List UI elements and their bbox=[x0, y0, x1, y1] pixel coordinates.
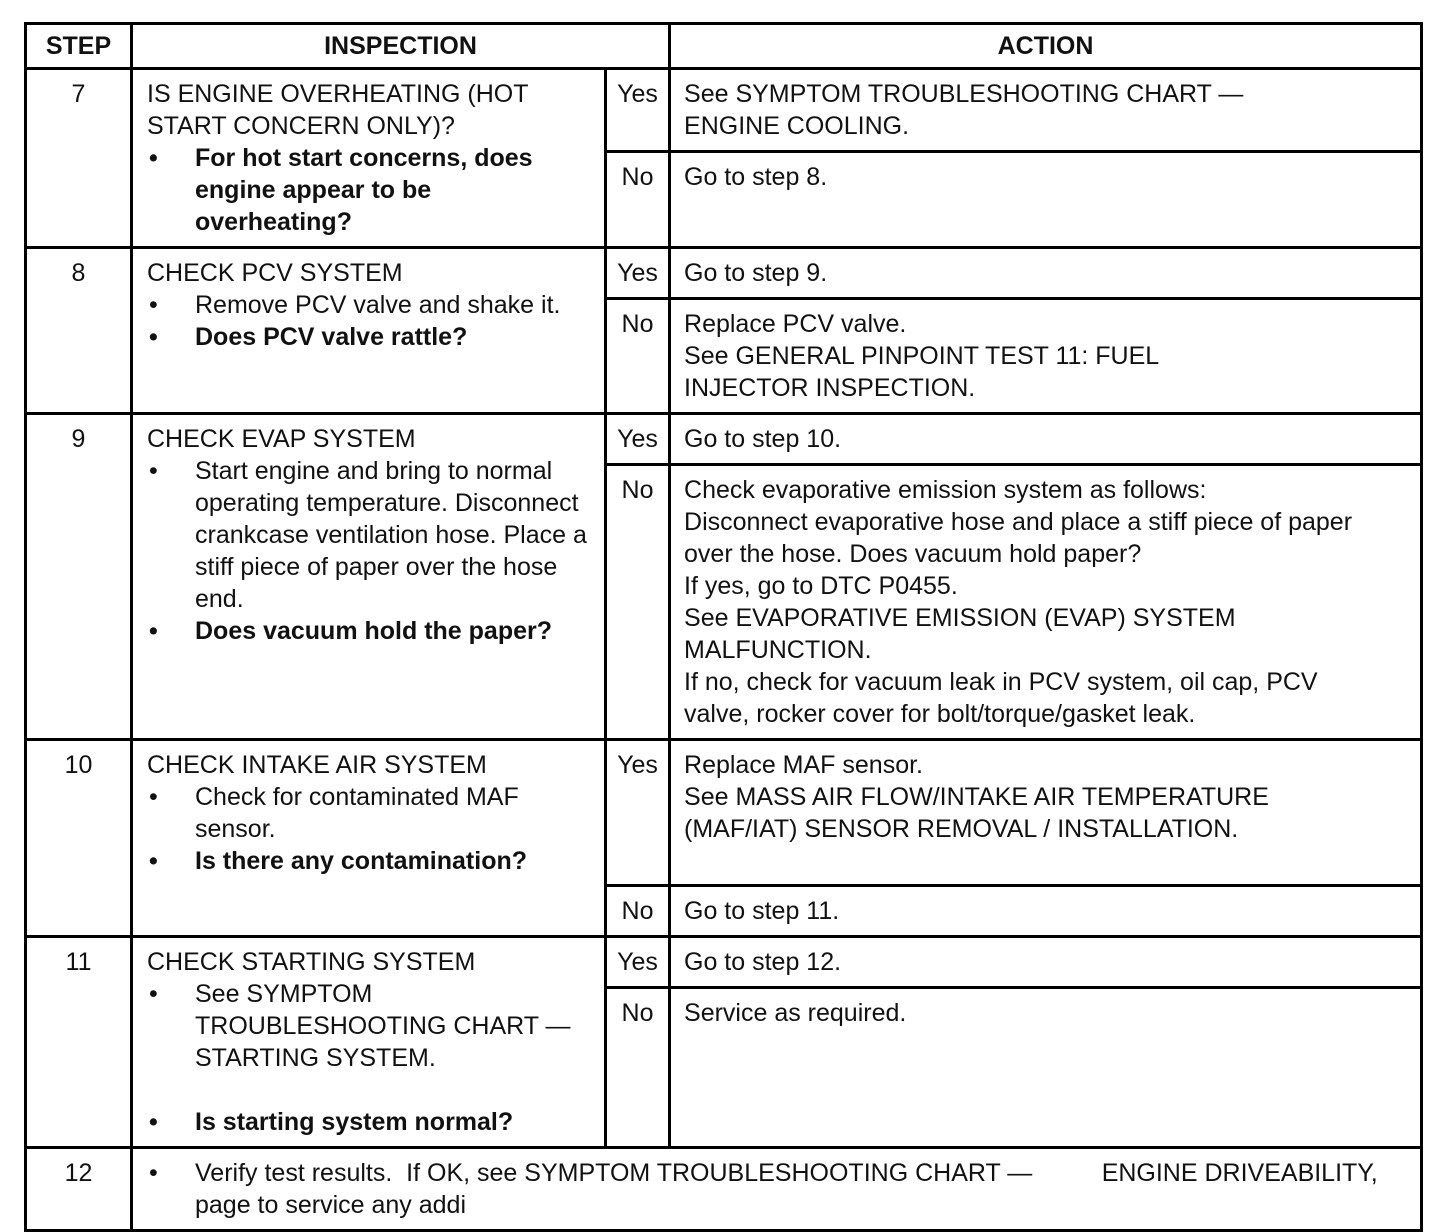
step-number: 9 bbox=[26, 414, 132, 740]
inspection-bullets bbox=[147, 455, 594, 647]
no-action bbox=[670, 152, 1422, 248]
action-line: If no, check for vacuum leak in PCV system, oil cap, PCV bbox=[684, 668, 1318, 696]
no-action bbox=[670, 988, 1422, 1148]
yes-action bbox=[670, 69, 1422, 152]
step-row bbox=[26, 248, 1422, 299]
no-label: No bbox=[606, 465, 670, 740]
inspection-bullet: • Start engine and bring to normal operating temperature. Disconnect crankcase ventilation hose. Place a stiff piece of paper over the hose end. bbox=[147, 455, 594, 615]
no-label: No bbox=[606, 299, 670, 414]
no-label: No bbox=[606, 988, 670, 1148]
inspection-bullets bbox=[147, 1157, 1410, 1221]
step-row bbox=[26, 937, 1422, 988]
inspection-bullets bbox=[147, 142, 594, 238]
step-row bbox=[26, 1148, 1422, 1231]
action-line: Go to step 12. bbox=[684, 948, 842, 976]
no-action bbox=[670, 886, 1422, 937]
yes-action bbox=[670, 414, 1422, 465]
yes-action bbox=[670, 937, 1422, 988]
inspection-title: CHECK STARTING SYSTEM bbox=[147, 948, 476, 976]
inspection-bullets bbox=[147, 781, 594, 877]
action-line: Check evaporative emission system as follows: bbox=[684, 476, 1207, 504]
inspection-bullet: • Does vacuum hold the paper? bbox=[147, 615, 594, 647]
yes-label: Yes bbox=[606, 69, 670, 152]
action-line: ENGINE COOLING. bbox=[684, 112, 910, 140]
action-line: Service as required. bbox=[684, 999, 907, 1027]
inspection-cell bbox=[132, 69, 606, 248]
no-label: No bbox=[606, 886, 670, 937]
inspection-bullet: • Check for contaminated MAF sensor. bbox=[147, 781, 594, 845]
action-line: INJECTOR INSPECTION. bbox=[684, 374, 976, 402]
inspection-title: CHECK INTAKE AIR SYSTEM bbox=[147, 751, 487, 779]
yes-action bbox=[670, 740, 1422, 886]
step-row bbox=[26, 69, 1422, 152]
no-label: No bbox=[606, 152, 670, 248]
final-step-text: • Verify test results. If OK, see SYMPTOM TROUBLESHOOTING CHART — ENGINE DRIVEABILITY, page to service any addi bbox=[147, 1157, 1410, 1221]
no-action bbox=[670, 299, 1422, 414]
action-line: (MAF/IAT) SENSOR REMOVAL / INSTALLATION. bbox=[684, 815, 1239, 843]
step-row bbox=[26, 414, 1422, 465]
final-step-cell bbox=[132, 1148, 1422, 1231]
action-line: Go to step 9. bbox=[684, 259, 828, 287]
action-line: See MASS AIR FLOW/INTAKE AIR TEMPERATURE bbox=[684, 783, 1269, 811]
inspection-cell bbox=[132, 248, 606, 414]
inspection-title: CHECK PCV SYSTEM bbox=[147, 259, 403, 287]
inspection-bullet: • Does PCV valve rattle? bbox=[147, 321, 594, 353]
action-line: MALFUNCTION. bbox=[684, 636, 872, 664]
action-line: Replace MAF sensor. bbox=[684, 751, 924, 779]
header-action: ACTION bbox=[670, 24, 1422, 69]
action-line: See GENERAL PINPOINT TEST 11: FUEL bbox=[684, 342, 1160, 370]
action-line: If yes, go to DTC P0455. bbox=[684, 572, 958, 600]
action-line: Go to step 11. bbox=[684, 897, 840, 925]
header-inspection: INSPECTION bbox=[132, 24, 670, 69]
yes-label: Yes bbox=[606, 937, 670, 988]
inspection-title: CHECK EVAP SYSTEM bbox=[147, 425, 416, 453]
action-line: Go to step 10. bbox=[684, 425, 842, 453]
step-number: 11 bbox=[26, 937, 132, 1148]
inspection-bullets bbox=[147, 978, 594, 1138]
action-line: over the hose. Does vacuum hold paper? bbox=[684, 540, 1142, 568]
no-action bbox=[670, 465, 1422, 740]
header-row bbox=[26, 24, 1422, 69]
action-line: See EVAPORATIVE EMISSION (EVAP) SYSTEM bbox=[684, 604, 1236, 632]
inspection-bullet: • Is there any contamination? bbox=[147, 845, 594, 877]
action-line: valve, rocker cover for bolt/torque/gasket leak. bbox=[684, 700, 1196, 728]
inspection-bullet: • Is starting system normal? bbox=[147, 1106, 594, 1138]
inspection-cell bbox=[132, 414, 606, 740]
step-row bbox=[26, 740, 1422, 886]
step-number: 7 bbox=[26, 69, 132, 248]
diagnostic-table bbox=[24, 22, 1423, 1232]
diagnostic-document bbox=[24, 22, 1420, 1232]
step-number: 8 bbox=[26, 248, 132, 414]
inspection-bullet: • Remove PCV valve and shake it. bbox=[147, 289, 594, 321]
inspection-bullet: • For hot start concerns, does engine appear to be overheating? bbox=[147, 142, 594, 238]
action-line: Go to step 8. bbox=[684, 163, 828, 191]
yes-action bbox=[670, 248, 1422, 299]
yes-label: Yes bbox=[606, 740, 670, 886]
inspection-title: IS ENGINE OVERHEATING (HOT START CONCERN ONLY)? bbox=[147, 80, 529, 140]
inspection-cell bbox=[132, 740, 606, 937]
action-line: Disconnect evaporative hose and place a stiff piece of paper bbox=[684, 508, 1353, 536]
yes-label: Yes bbox=[606, 414, 670, 465]
inspection-cell bbox=[132, 937, 606, 1148]
inspection-bullets bbox=[147, 289, 594, 353]
step-number: 10 bbox=[26, 740, 132, 937]
inspection-bullet: • See SYMPTOM TROUBLESHOOTING CHART — STARTING SYSTEM. bbox=[147, 978, 594, 1074]
action-line: See SYMPTOM TROUBLESHOOTING CHART — bbox=[684, 80, 1244, 108]
header-step: STEP bbox=[26, 24, 132, 69]
action-line: Replace PCV valve. bbox=[684, 310, 907, 338]
step-number: 12 bbox=[26, 1148, 132, 1231]
yes-label: Yes bbox=[606, 248, 670, 299]
